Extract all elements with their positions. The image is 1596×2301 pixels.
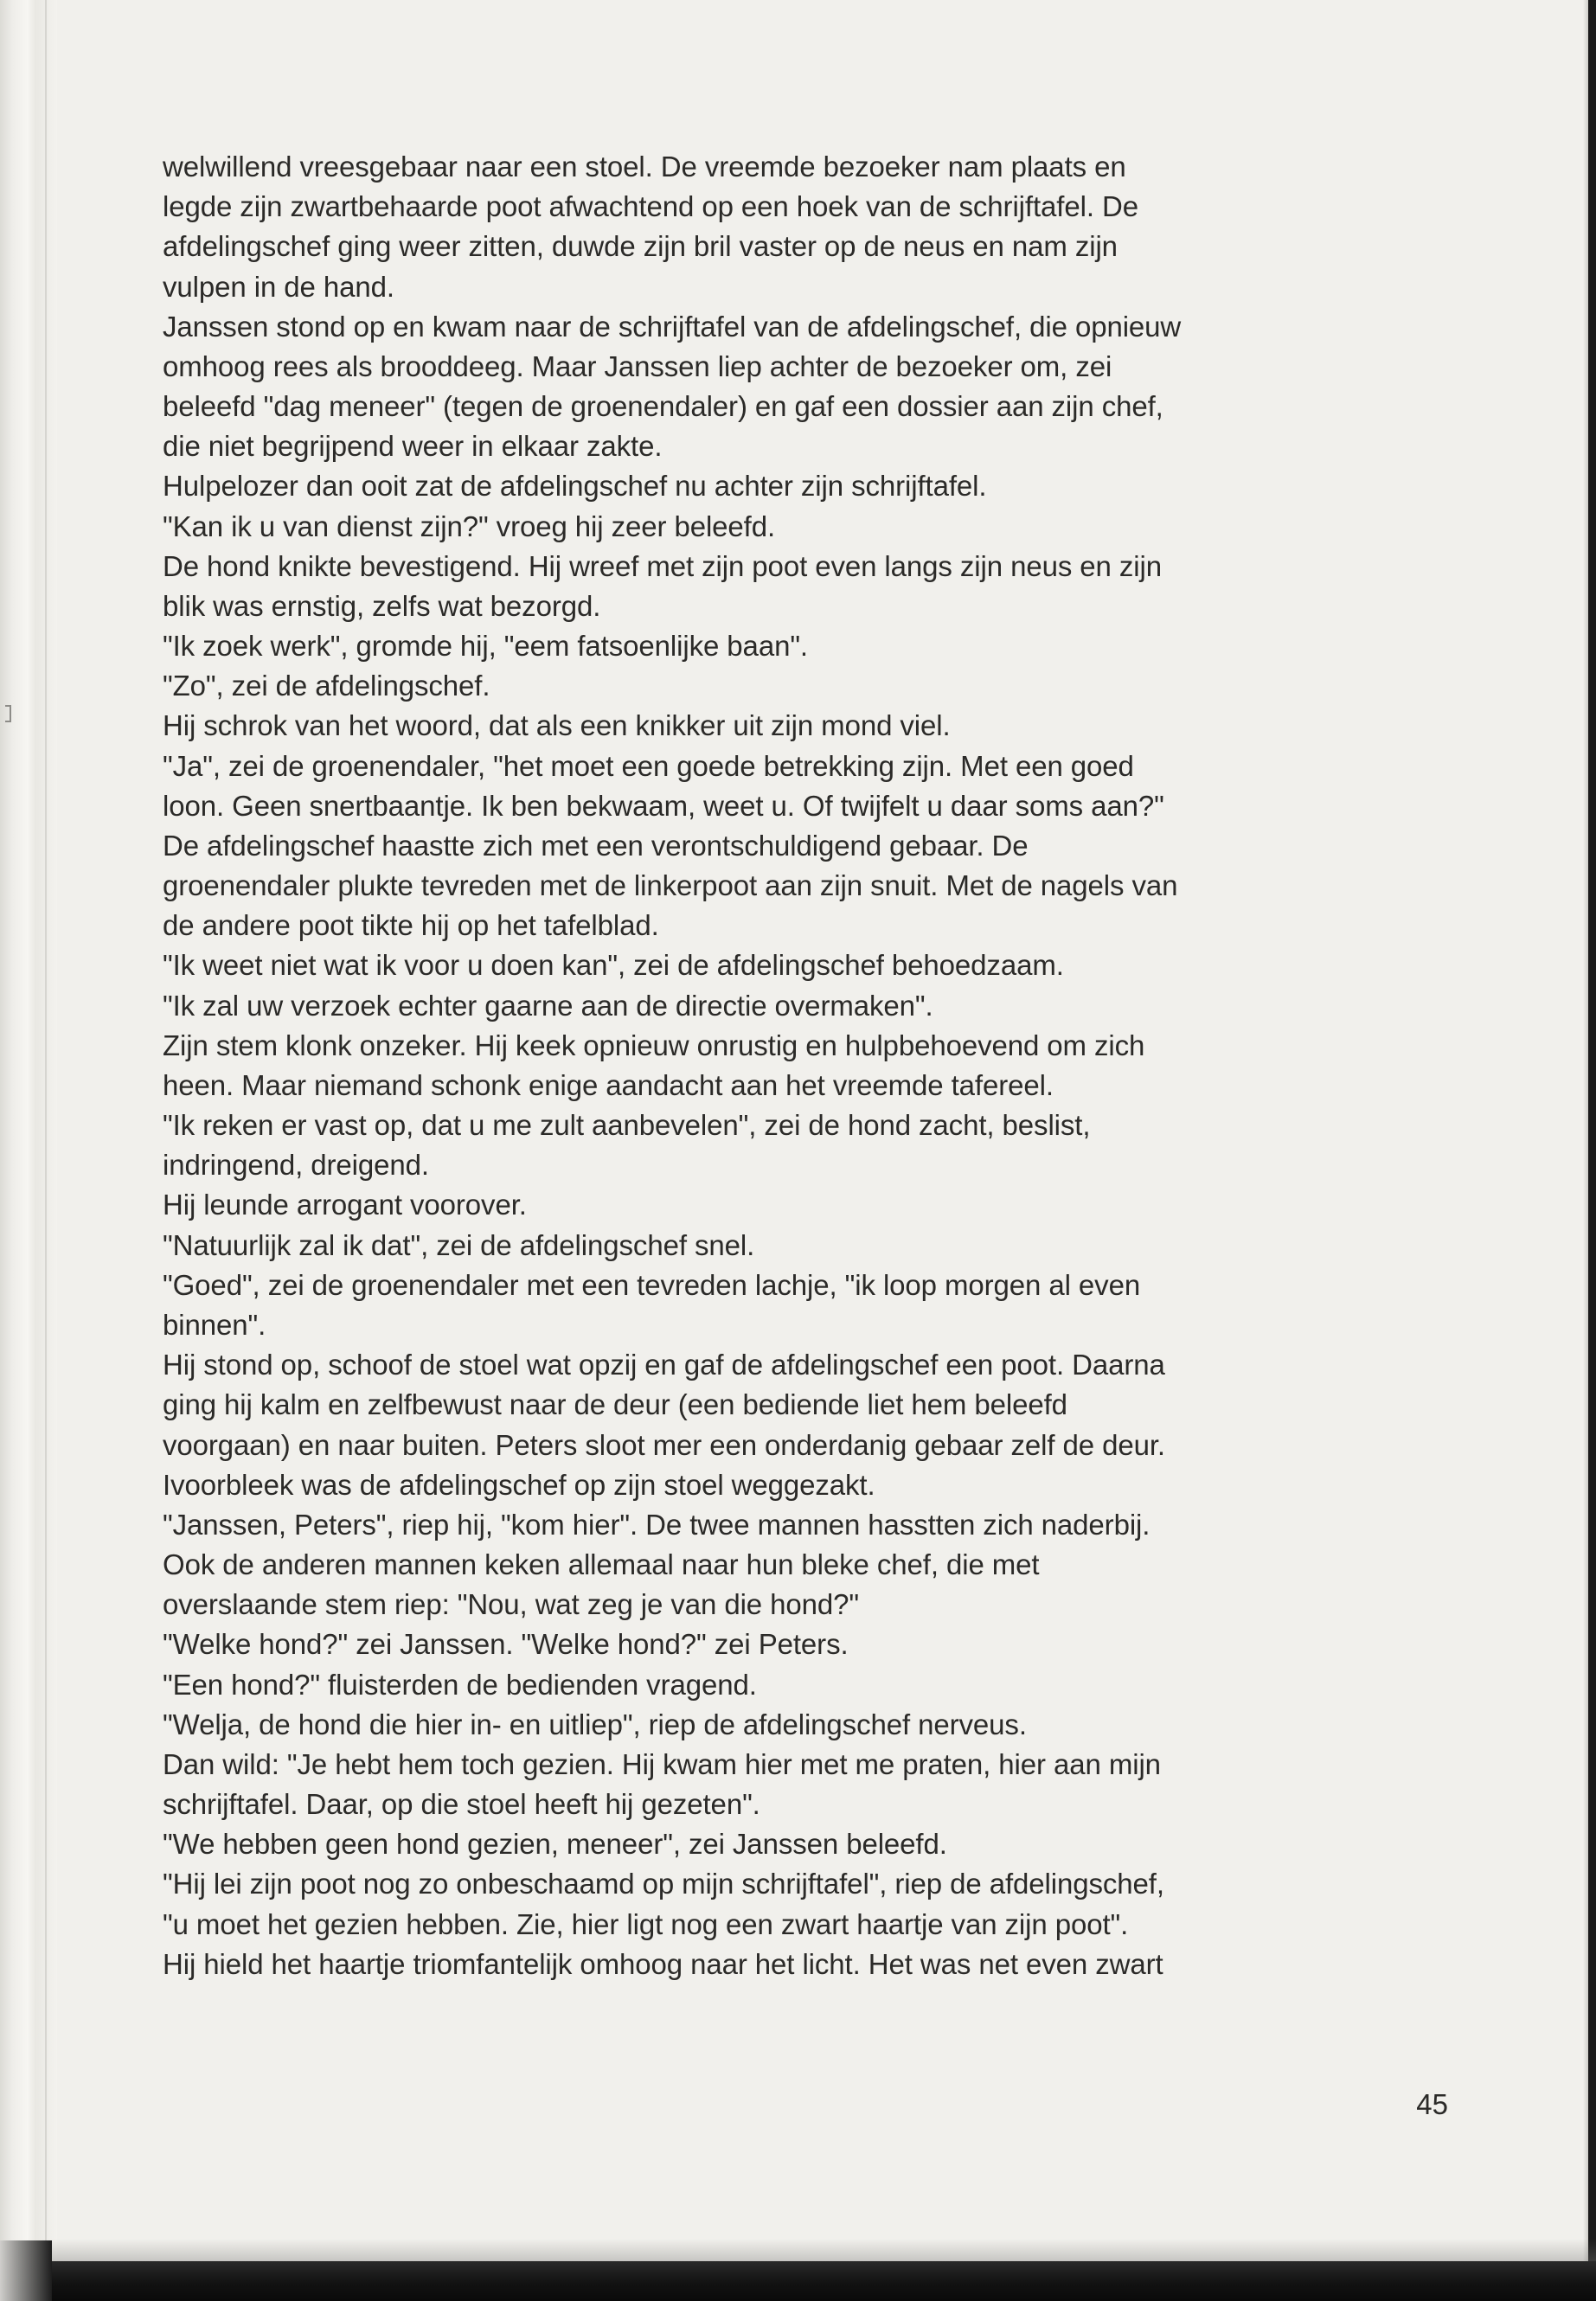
text-line: Zijn stem klonk onzeker. Hij keek opnieuw onrustig en hulpbehoevend om zich — [163, 1029, 1145, 1061]
page-number: 45 — [1416, 2088, 1448, 2120]
scan-corner — [0, 2240, 52, 2301]
text-line: beleefd "dag meneer" (tegen de groenendaler) en gaf een dossier aan zijn chef, — [163, 390, 1163, 423]
text-line: "Kan ik u van dienst zijn?" vroeg hij zeer beleefd. — [163, 510, 776, 542]
text-line: heen. Maar niemand schonk enige aandacht aan het vreemde tafereel. — [163, 1068, 1054, 1101]
text-line: Hij hield het haartje triomfantelijk omhoog naar het licht. Het was net even zwart — [163, 1947, 1163, 1980]
text-line: binnen". — [163, 1308, 266, 1341]
text-line: loon. Geen snertbaantje. Ik ben bekwaam, weet u. Of twijfelt u daar soms aan?" — [163, 789, 1164, 822]
text-line: "Natuurlijk zal ik dat", zei de afdelingschef snel. — [163, 1228, 755, 1261]
text-line: De afdelingschef haastte zich met een verontschuldigend gebaar. De — [163, 829, 1029, 862]
text-line: afdelingschef ging weer zitten, duwde zijn bril vaster op de neus en nam zijn — [163, 230, 1118, 263]
text-line: "Welke hond?" zei Janssen. "Welke hond?" zei Peters. — [163, 1628, 849, 1661]
text-line: Hij schrok van het woord, dat als een knikker uit zijn mond viel. — [163, 709, 951, 742]
text-line: Hulpelozer dan ooit zat de afdelingschef nu achter zijn schrijftafel. — [163, 470, 987, 503]
text-line: Dan wild: "Je hebt hem toch gezien. Hij kwam hier met me praten, hier aan mijn — [163, 1747, 1161, 1780]
gutter-line — [45, 0, 47, 2301]
text-line: De hond knikte bevestigend. Hij wreef met zijn poot even langs zijn neus en zijn — [163, 549, 1162, 582]
margin-mark — [5, 705, 11, 722]
text-line: "Een hond?" fluisterden de bedienden vragend. — [163, 1668, 757, 1701]
text-line: Hij leunde arrogant voorover. — [163, 1189, 527, 1221]
text-line: vulpen in de hand. — [163, 270, 394, 303]
text-line: blik was ernstig, zelfs wat bezorgd. — [163, 589, 601, 622]
text-line: groenendaler plukte tevreden met de linkerpoot aan zijn snuit. Met de nagels van — [163, 869, 1178, 902]
scan-bottom-edge — [42, 2261, 1596, 2301]
text-line: welwillend vreesgebaar naar een stoel. De vreemde bezoeker nam plaats en — [163, 151, 1126, 183]
text-line: "Ik zal uw verzoek echter gaarne aan de directie overmaken". — [163, 989, 933, 1022]
text-line: legde zijn zwartbehaarde poot afwachtend op een hoek van de schrijftafel. De — [163, 190, 1138, 223]
text-line: "Ik weet niet wat ik voor u doen kan", zei de afdelingschef behoedzaam. — [163, 949, 1064, 982]
text-line: "Welja, de hond die hier in- en uitliep", riep de afdelingschef nerveus. — [163, 1708, 1027, 1740]
text-line: overslaande stem riep: "Nou, wat zeg je van die hond?" — [163, 1588, 860, 1621]
text-line: Ook de anderen mannen keken allemaal naar hun bleke chef, die met — [163, 1548, 1040, 1581]
book-spine-shadow — [0, 0, 57, 2301]
scan-right-edge — [1588, 0, 1596, 2301]
text-line: "Ja", zei de groenendaler, "het moet een goede betrekking zijn. Met een goed — [163, 749, 1134, 782]
text-line: "We hebben geen hond gezien, meneer", zei Janssen beleefd. — [163, 1828, 947, 1861]
text-line: voorgaan) en naar buiten. Peters sloot mer een onderdanig gebaar zelf de deur. — [163, 1428, 1165, 1461]
text-line: Hij stond op, schoof de stoel wat opzij en gaf de afdelingschef een poot. Daarna — [163, 1349, 1165, 1381]
text-line: "Ik zoek werk", gromde hij, "eem fatsoenlijke baan". — [163, 630, 809, 663]
text-line: indringend, dreigend. — [163, 1149, 429, 1182]
text-line: "Zo", zei de afdelingschef. — [163, 670, 490, 702]
text-line: "u moet het gezien hebben. Zie, hier ligt nog een zwart haartje van zijn poot". — [163, 1907, 1129, 1940]
text-line: de andere poot tikte hij op het tafelblad. — [163, 909, 659, 942]
text-line: die niet begrijpend weer in elkaar zakte. — [163, 430, 663, 463]
text-line: schrijftafel. Daar, op die stoel heeft hij gezeten". — [163, 1788, 760, 1821]
text-line: Janssen stond op en kwam naar de schrijftafel van de afdelingschef, die opnieuw — [163, 310, 1182, 343]
text-line: "Janssen, Peters", riep hij, "kom hier". De twee mannen hasstten zich naderbij. — [163, 1508, 1151, 1541]
text-line: omhoog rees als brooddeeg. Maar Janssen liep achter de bezoeker om, zei — [163, 349, 1112, 382]
text-line: Ivoorbleek was de afdelingschef op zijn stoel weggezakt. — [163, 1468, 875, 1501]
text-line: ging hij kalm en zelfbewust naar de deur (een bediende liet hem beleefd — [163, 1388, 1067, 1421]
bottom-edge-shade — [42, 2239, 1596, 2261]
text-line: "Ik reken er vast op, dat u me zult aanbevelen", zei de hond zacht, beslist, — [163, 1109, 1091, 1142]
text-line: "Hij lei zijn poot nog zo onbeschaamd op mijn schrijftafel", riep de afdelingschef, — [163, 1868, 1164, 1900]
body-text — [163, 147, 1434, 1984]
text-line: "Goed", zei de groenendaler met een tevreden lachje, "ik loop morgen al even — [163, 1268, 1141, 1301]
